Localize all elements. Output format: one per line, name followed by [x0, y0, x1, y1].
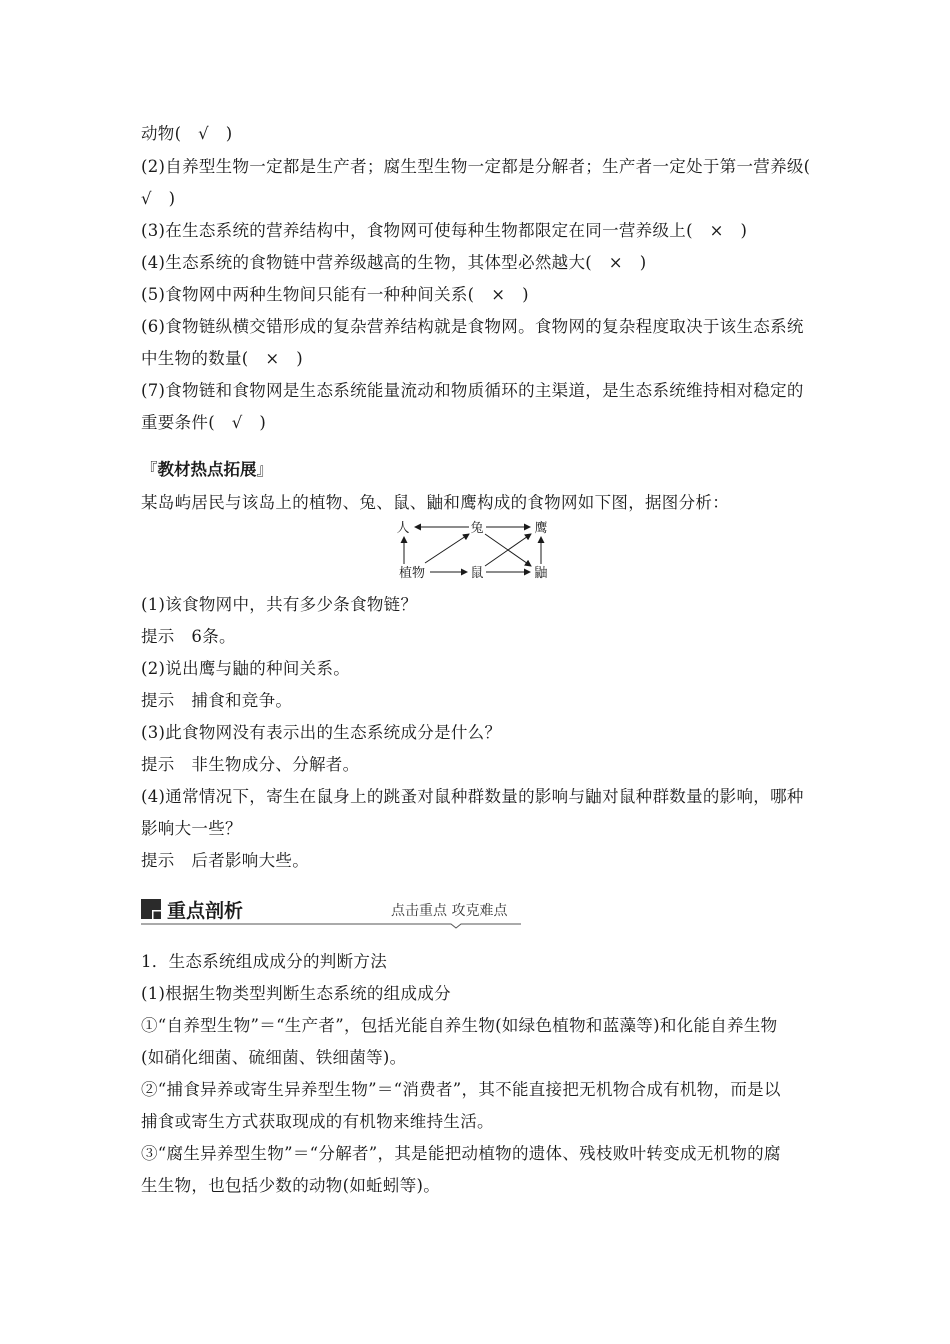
text-line: (1)该食物网中，共有多少条食物链？	[141, 595, 418, 614]
section-square-icon	[141, 899, 161, 919]
text-line: 提示 捕食和竞争。	[141, 691, 293, 710]
text-line: (3)在生态系统的营养结构中，食物网可使每种生物都限定在同一营养级上( × )	[141, 221, 748, 240]
section-rule	[141, 922, 521, 930]
text-line: √ )	[141, 189, 176, 208]
text-line: 重要条件( √ )	[141, 413, 267, 432]
text-line: 提示 后者影响大些。	[141, 851, 309, 870]
text-line: (4)通常情况下，寄生在鼠身上的跳蚤对鼠种群数量的影响与鼬对鼠种群数量的影响，哪种	[141, 787, 804, 806]
text-line: 中生物的数量( × )	[141, 349, 303, 368]
text-line: (2)自养型生物一定都是生产者；腐生型生物一定都是分解者；生产者一定处于第一营养级(	[141, 157, 811, 176]
text-line: 提示 6条。	[141, 627, 236, 646]
text-line: ③“腐生异养型生物”＝“分解者”，其是能把动植物的遗体、残枝败叶转变成无机物的腐	[141, 1144, 781, 1163]
text-line: (4)生态系统的食物链中营养级越高的生物，其体型必然越大( × )	[141, 253, 647, 272]
text-line: (如硝化细菌、硫细菌、铁细菌等)。	[141, 1048, 407, 1067]
section-tags: 点击重点 攻克难点	[391, 903, 508, 919]
text-line: (1)根据生物类型判断生态系统的组成成分	[141, 984, 451, 1003]
text-line: 提示 非生物成分、分解者。	[141, 755, 360, 774]
text-line: (7)食物链和食物网是生态系统能量流动和物质循环的主渠道，是生态系统维持相对稳定的	[141, 381, 804, 400]
node-rabbit: 兔	[470, 521, 484, 536]
hot-topic-title: 教材热点拓展	[157, 460, 257, 479]
food-web-diagram	[385, 515, 565, 587]
heading-bracket-close: 』	[256, 460, 273, 479]
text-line: 影响大一些？	[141, 819, 242, 838]
text-line: (3)此食物网没有表示出的生态系统成分是什么？	[141, 723, 502, 742]
text-line: 某岛屿居民与该岛上的植物、兔、鼠、鼬和鹰构成的食物网如下图，据图分析：	[141, 493, 729, 512]
text-line: 捕食或寄生方式获取现成的有机物来维持生活。	[141, 1112, 494, 1131]
text-line: ①“自养型生物”＝“生产者”，包括光能自养生物(如绿色植物和蓝藻等)和化能自养生物	[141, 1016, 778, 1035]
node-plant: 植物	[398, 566, 426, 581]
arrow-plant-rabbit	[425, 534, 469, 563]
node-mouse: 鼠	[470, 566, 484, 581]
text-line: (6)食物链纵横交错形成的复杂营养结构就是食物网。食物网的复杂程度取决于该生态系统	[141, 317, 804, 336]
text-line: ②“捕食异养或寄生异养型生物”＝“消费者”，其不能直接把无机物合成有机物，而是以	[141, 1080, 781, 1099]
text-line: (5)食物网中两种生物间只能有一种种间关系( × )	[141, 285, 529, 304]
node-eagle: 鹰	[534, 521, 548, 536]
key-analysis-section-header	[141, 896, 521, 926]
node-person: 人	[396, 521, 410, 536]
hot-topic-heading	[141, 456, 273, 480]
text-line: 1．生态系统组成成分的判断方法	[141, 952, 387, 971]
section-title: 重点剖析	[167, 900, 244, 922]
node-weasel: 鼬	[534, 566, 548, 581]
text-line: 动物( √ )	[141, 124, 233, 143]
heading-bracket-open: 『	[141, 460, 158, 479]
text-line: (2)说出鹰与鼬的种间关系。	[141, 659, 351, 678]
text-line: 生生物，也包括少数的动物(如蚯蚓等)。	[141, 1176, 441, 1195]
